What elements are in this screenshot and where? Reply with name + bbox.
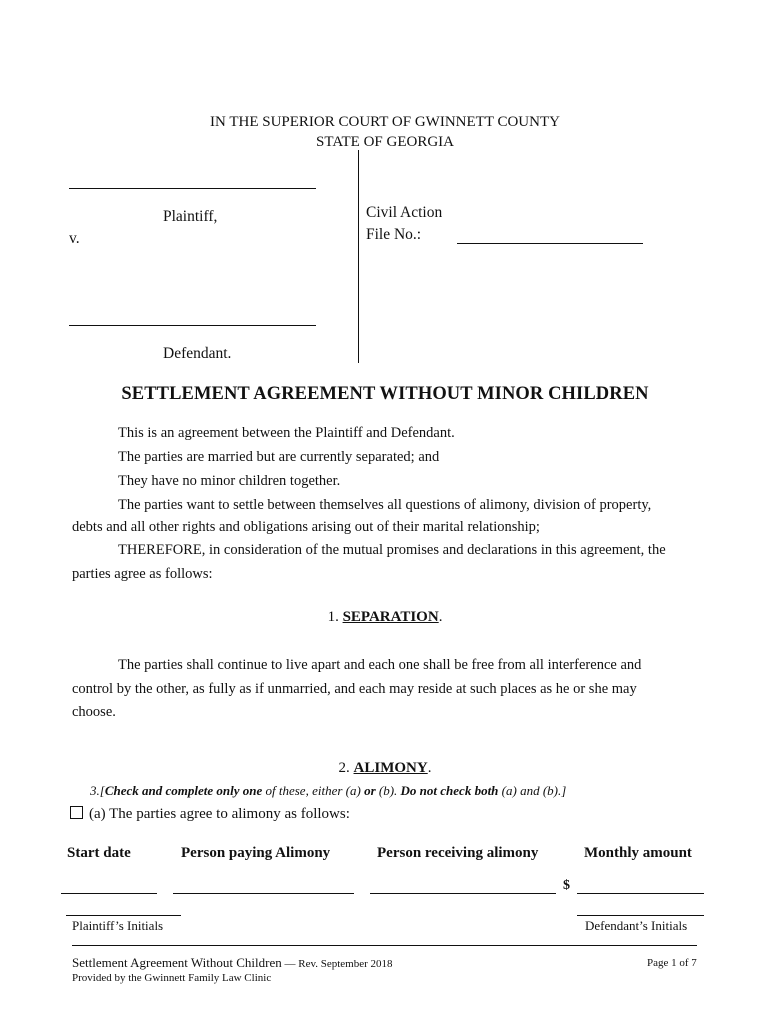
plaintiff-initials-field[interactable] <box>66 915 181 916</box>
section-1-body-b: control by the other, as fully as if unmarried, and each may reside at such places as he or she may <box>72 681 637 697</box>
section-1-body-c: choose. <box>72 704 116 720</box>
defendant-initials-label: Defendant’s Initials <box>585 918 688 933</box>
file-no-field[interactable] <box>457 243 643 244</box>
intro-p2: The parties are married but are currently separated; and <box>118 449 440 465</box>
footer-provider: Provided by the Gwinnett Family Law Clinic <box>72 972 272 984</box>
caption-divider <box>358 150 359 363</box>
footer-doc-title: Settlement Agreement Without Children — Rev. September 2018 <box>72 955 393 970</box>
document-title: SETTLEMENT AGREEMENT WITHOUT MINOR CHILDREN <box>121 384 649 404</box>
file-no-label: File No.: <box>366 226 422 243</box>
section-2-heading: 2. ALIMONY. <box>338 760 432 776</box>
section-1-number: 1. <box>327 609 339 625</box>
intro-p5b: parties agree as follows: <box>72 566 213 582</box>
intro-p1: This is an agreement between the Plaintiff and Defendant. <box>118 425 455 441</box>
column-person-receiving: Person receiving alimony <box>377 845 539 861</box>
defendant-name-line[interactable] <box>69 325 316 326</box>
column-monthly-amount: Monthly amount <box>584 845 692 861</box>
plaintiff-label: Plaintiff, <box>163 208 218 225</box>
intro-p4a: The parties want to settle between themselves all questions of alimony, division of property, <box>118 497 652 513</box>
alimony-option-a <box>70 806 350 823</box>
intro-p5a: THEREFORE, in consideration of the mutual promises and declarations in this agreement, the <box>118 542 666 558</box>
defendant-label: Defendant. <box>163 345 232 362</box>
section-1-heading: 1. SEPARATION. <box>327 609 443 625</box>
column-person-paying: Person paying Alimony <box>181 845 331 861</box>
column-start-date: Start date <box>67 845 131 861</box>
defendant-initials-field[interactable] <box>577 915 704 916</box>
option-a-checkbox[interactable] <box>70 806 83 819</box>
plaintiff-name-line[interactable] <box>69 188 316 189</box>
option-a-label: (a) The parties agree to alimony as follows: <box>89 806 350 822</box>
section-2-number: 2. <box>338 760 350 776</box>
intro-p4b: debts and all other rights and obligations arising out of their marital relationship; <box>72 519 540 535</box>
monthly-amount-field[interactable] <box>577 893 704 894</box>
footer-divider <box>72 945 697 946</box>
section-1-body-a: The parties shall continue to live apart and each one shall be free from all interference and <box>118 657 642 673</box>
currency-symbol: $ <box>563 878 570 893</box>
person-receiving-field[interactable] <box>370 893 556 894</box>
versus-label: v. <box>69 230 80 247</box>
page-number: Page 1 of 7 <box>647 957 697 969</box>
person-paying-field[interactable] <box>173 893 354 894</box>
court-name: IN THE SUPERIOR COURT OF GWINNETT COUNTY <box>210 114 560 130</box>
court-state: STATE OF GEORGIA <box>316 134 454 150</box>
section-1-title: SEPARATION <box>342 609 439 625</box>
section-2-title: ALIMONY <box>353 760 428 776</box>
intro-p3: They have no minor children together. <box>118 473 341 489</box>
plaintiff-initials-label: Plaintiff’s Initials <box>72 918 164 933</box>
court-header <box>0 112 770 152</box>
alimony-instructions: 3.[Check and complete only one of these, either (a) or (b). Do not check both (a) and (b).] <box>90 783 567 798</box>
civil-action-label: Civil Action <box>366 204 443 221</box>
start-date-field[interactable] <box>61 893 157 894</box>
